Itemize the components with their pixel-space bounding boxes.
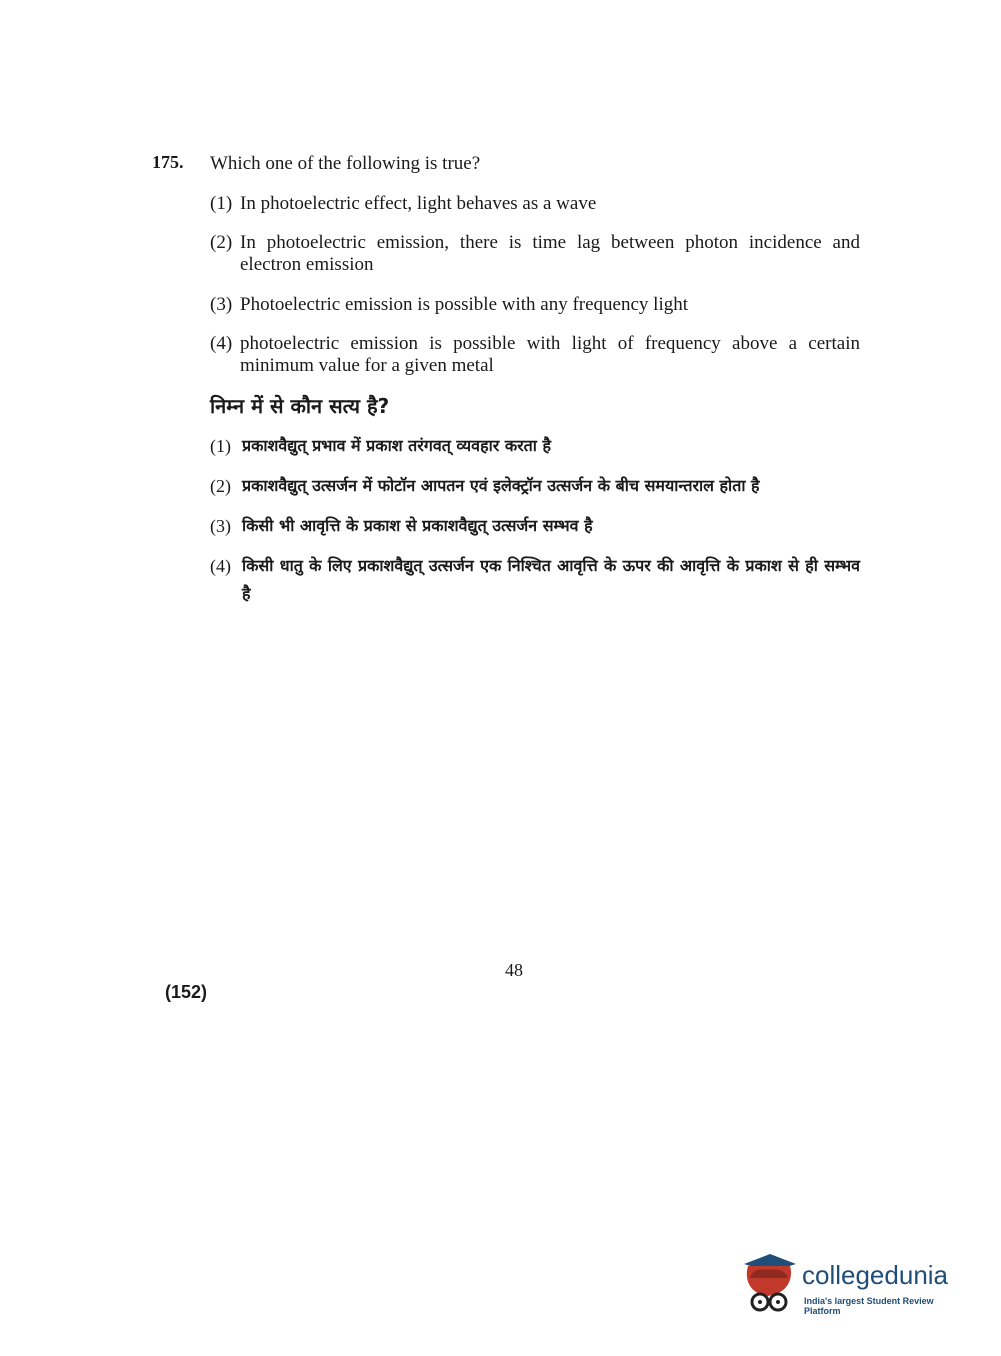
option-number: (1) [210,436,231,456]
hindi-option-2 [210,472,860,500]
hindi-question-text: निम्न में से कौन सत्य है? [210,394,390,418]
english-option-4 [210,333,860,377]
english-option-3 [210,294,860,316]
logo-text: collegedunia [802,1260,949,1290]
english-option-1 [210,193,860,215]
option-number: (4) [210,333,233,354]
english-option-2 [210,232,860,276]
option-number: (3) [210,294,233,315]
collegedunia-logo [740,1250,970,1320]
hindi-option-1 [210,432,860,460]
option-text: प्रकाशवैद्युत् प्रभाव में प्रकाश तरंगवत् व्यवहार करता है [242,436,551,455]
hindi-option-4 [210,552,860,608]
option-text: प्रकाशवैद्युत् उत्सर्जन में फोटॉन आपतन एवं इलेक्ट्रॉन उत्सर्जन के बीच समयान्तराल होता है [242,476,760,495]
mascot-icon [740,1250,800,1320]
hindi-option-3 [210,512,860,540]
logo-tagline: India's largest Student Review Platform [804,1296,934,1316]
option-number: (2) [210,232,233,253]
page-number: 48 [505,960,523,980]
option-number: (4) [210,556,231,576]
question-number: 175. [152,152,184,172]
option-text: photoelectric emission is possible with light of frequency above a certain minimum value for a given metal [240,333,860,376]
option-text: Photoelectric emission is possible with any frequency light [240,294,689,315]
question-text: Which one of the following is true? [210,153,481,174]
option-number: (2) [210,476,231,496]
option-text: In photoelectric emission, there is time lag between photon incidence and electron emission [240,232,860,275]
option-number: (3) [210,516,231,536]
paper-code: (152) [165,982,208,1002]
option-text: किसी भी आवृत्ति के प्रकाश से प्रकाशवैद्युत् उत्सर्जन सम्भव है [242,516,593,535]
option-number: (1) [210,193,233,214]
option-text: In photoelectric effect, light behaves as a wave [240,193,597,214]
option-text: किसी धातु के लिए प्रकाशवैद्युत् उत्सर्जन एक निश्चित आवृत्ति के ऊपर की आवृत्ति के प्रकाश से ही सम्भव है [242,556,860,603]
